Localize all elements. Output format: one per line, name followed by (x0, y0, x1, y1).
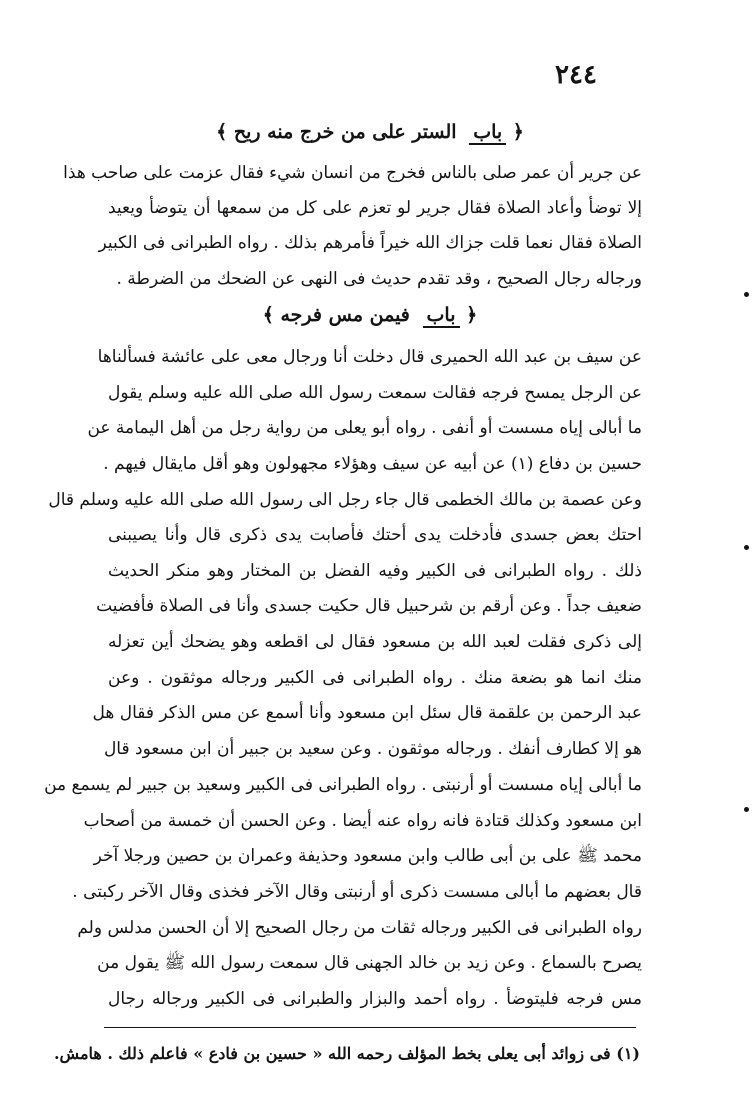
margin-speck (744, 292, 749, 297)
text-line: إلا توضأ وأعاد الصلاة فقال جرير لو تعزم على كل من سمعها أن يتوضأ ويعيد (108, 198, 642, 218)
text-line: عن سيف بن عبد الله الحميرى قال دخلت أنا ورجال معى على عائشة فسألناها (97, 347, 642, 367)
text-line: هو إلا كطارف أنفك . ورجاله موثقون . وعن سعيد بن جبير أن ابن مسعود قال (103, 739, 642, 759)
heading-close-bracket: ﴾ (216, 121, 228, 143)
text-line: ورجاله رجال الصحيح ، وقد تقدم حديث فى النهى عن الضحك من الضرطة . (116, 269, 642, 289)
footnote: (١) فى زوائد أبى يعلى بخط المؤلف رحمه الله « حسين بن فادع » فاعلم ذلك . هامش. (53, 1044, 640, 1063)
text-line: عن جرير أن عمر صلى بالناس فخرج من انسان شيء فقال عزمت على صاحب هذا (63, 163, 642, 183)
heading-title: فيمن مس فرجه (280, 304, 410, 326)
text-line: احتك بعض جسدى فأدخلت يدى أحتك فأصابت يدى ذكرى قال وأنا يصيبنى (108, 525, 642, 545)
footnote-divider (104, 1027, 636, 1028)
text-line: حسين بن دفاع (١) عن أبيه عن سيف وهؤلاء مجهولون وهو أقل مايقال فيهم . (103, 454, 642, 474)
section-heading-2 (100, 304, 640, 328)
text-line: منك انما هو بضعة منك . رواه الطبرانى فى الكبير ورجاله موثقون . وعن (108, 668, 642, 688)
text-line: محمد ﷺ على بن أبى طالب وابن مسعود وحذيفة وعمران بن حصين ورجلا آخر (93, 846, 642, 866)
text-line: وعن عصمة بن مالك الخطمى قال جاء رجل الى رسول الله صلى الله عليه وسلم قال (48, 490, 642, 510)
heading-open-bracket: ﴿ (512, 121, 524, 143)
page-number: ٢٤٤ (555, 60, 597, 90)
text-line: رواه الطبرانى فى الكبير ورجاله ثقات من رجال الصحيح إلا أن الحسن مدلس ولم (77, 918, 642, 938)
text-line: عبد الرحمن بن علقمة قال سئل ابن مسعود وأنا أسمع عن مس الذكر فقال هل (92, 703, 642, 723)
text-line: ذلك . رواه الطبرانى فى الكبير وفيه الفضل بن المختار وهو منكر الحديث (108, 561, 642, 581)
text-line: الصلاة فقال نعما قلت جزاك الله خيراً فأمرهم بذلك . رواه الطبرانى فى الكبير (98, 233, 642, 253)
text-line: ابن مسعود وكذلك قتادة فانه رواه عنه أيضا . وعن الحسن أن خمسة من أصحاب (83, 811, 642, 831)
heading-open-bracket: ﴿ (466, 304, 478, 326)
heading-bab-label: باب (469, 121, 506, 145)
heading-title: الستر على من خرج منه ريح (233, 121, 457, 143)
text-line: يصرح بالسماع . وعن زيد بن خالد الجهنى قال سمعت رسول الله ﷺ يقول من (97, 953, 642, 973)
text-line: إلى ذكرى فقلت لعبد الله بن مسعود فقال لى اقطعه وهو يضحك أين تعزله (108, 632, 642, 652)
margin-speck (744, 807, 749, 812)
text-line: ما أبالى إياه مسست أو أنفى . رواه أبو يعلى من رواية رجل من أهل اليمامة عن (87, 418, 642, 438)
text-line: ما أبالى إياه مسست أو أرنبتى . رواه الطبرانى فى الكبير وسعيد بن جبير لم يسمع من (44, 775, 642, 795)
heading-close-bracket: ﴾ (262, 304, 274, 326)
section-heading-1 (100, 121, 640, 145)
heading-bab-label: باب (423, 304, 460, 328)
text-line: ضعيف جداً . وعن أرقم بن شرحبيل قال حكيت جسدى وأنا فى الصلاة فأفضيت (96, 596, 642, 616)
text-line: مس فرجه فليتوضأ . رواه أحمد والبزار والطبرانى فى الكبير ورجاله رجال (108, 989, 642, 1009)
margin-speck (744, 545, 749, 550)
text-line: قال بعضهم ما أبالى مسست ذكرى أو أرنبتى وقال الآخر فخذى وقال الآخر ركبتى . (72, 882, 642, 902)
text-line: عن الرجل يمسح فرجه فقالت سمعت رسول الله صلى الله عليه وسلم يقول (108, 383, 642, 403)
